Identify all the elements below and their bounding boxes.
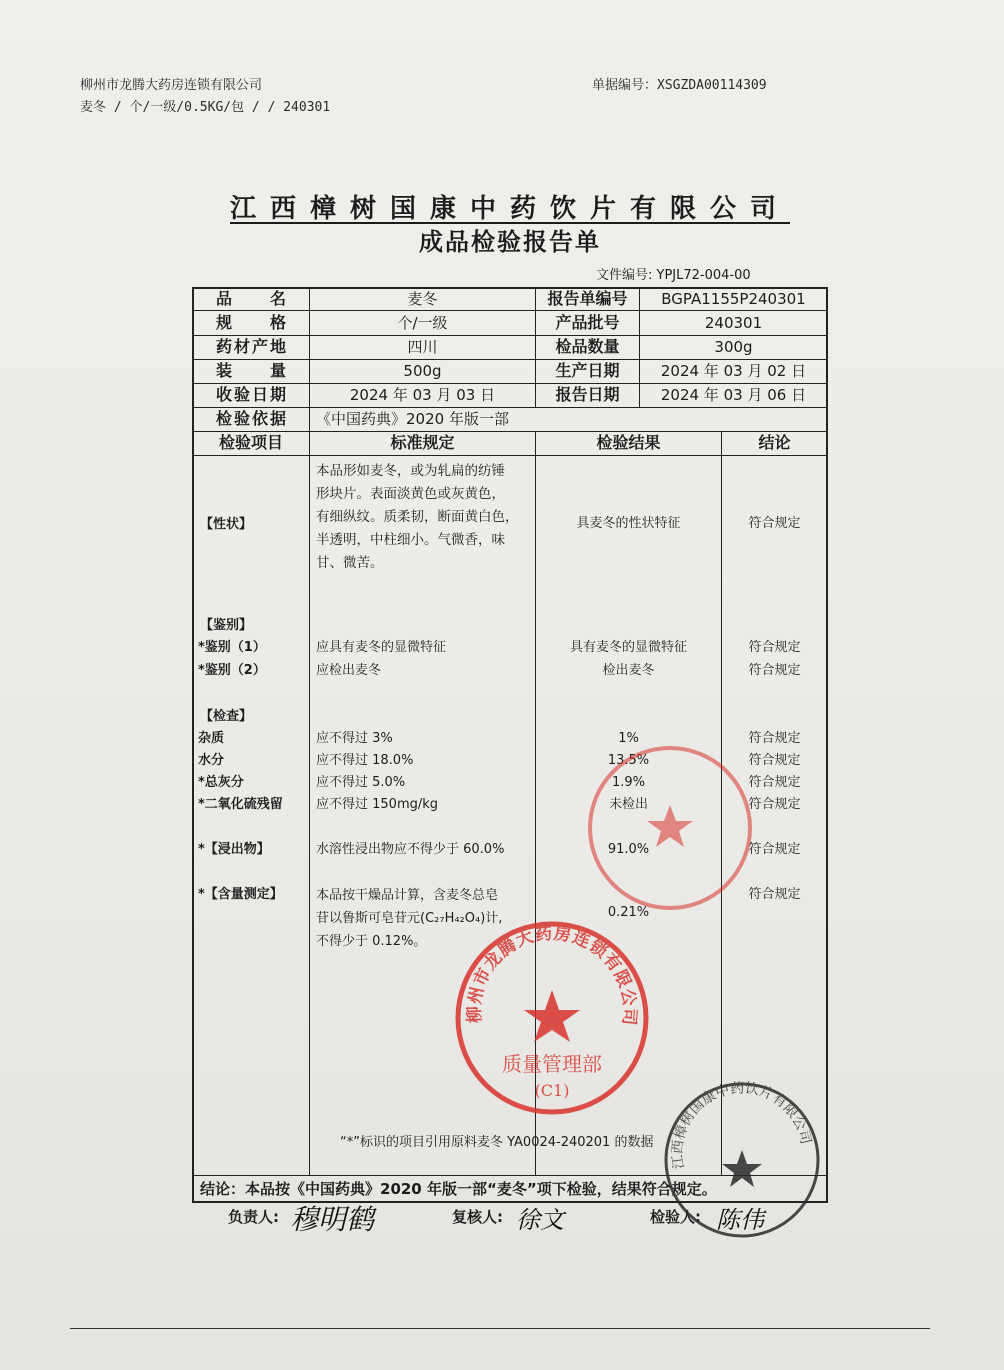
star-icon [722,1150,762,1187]
content-conclusion: 符合规定 [748,887,801,902]
check-standard: 应不得过 150mg/kg [316,797,439,812]
report-no-value: BGPA1155P240301 [661,290,806,308]
check-standard: 应不得过 3% [316,731,393,746]
check-item: 水分 [198,753,225,768]
row-line [192,310,828,311]
ident-item: *鉴别（2） [198,663,266,678]
issuer-title: 江西樟树国康中药饮片有限公司 [229,194,790,224]
basis-value: 《中国药典》2020 年版一部 [316,410,509,428]
ident-conclusion: 符合规定 [748,640,801,655]
seal-code: (C1) [534,1081,570,1100]
reviewer-signature: 徐文 [516,1206,564,1234]
company-header: 柳州市龙腾大药房连锁有限公司 [80,78,263,93]
check-item: *总灰分 [198,775,244,790]
traits-standard [316,460,531,575]
check-result: 1.9% [611,775,646,790]
spec-value: 个/一级 [397,314,448,332]
name-label: 品 名 [216,289,286,308]
star-icon [647,805,693,847]
responsible-label: 负责人: [228,1208,279,1226]
check-result: 1% [618,731,639,746]
extract-conclusion: 符合规定 [748,842,801,857]
bottom-rule [70,1328,930,1329]
report-title: 成品检验报告单 [419,228,601,256]
star-icon [524,990,580,1042]
extract-item: *【浸出物】 [198,842,270,857]
recv-date-label: 收验日期 [216,385,286,404]
content-result: 0.21% [607,905,650,920]
reviewer-label: 复核人: [452,1208,503,1226]
inspector-signature: 陈伟 [716,1206,764,1234]
ident-header: 【鉴别】 [200,618,253,633]
check-header: 【检查】 [200,709,253,724]
quality-dept-seal [452,918,652,1118]
recv-date-value: 2024 年 03 月 03 日 [349,386,496,404]
ident-result: 具有麦冬的显微特征 [569,640,687,655]
traits-standard-line: 甘、微苦。 [316,555,384,571]
ident-standard: 应检出麦冬 [316,663,382,678]
doc-number: XSGZDA00114309 [657,78,767,93]
check-standard: 应不得过 5.0% [316,775,406,790]
prod-date-value: 2024 年 03 月 02 日 [660,362,807,380]
faded-seal [585,743,755,913]
ident-standard: 应具有麦冬的显微特征 [316,640,447,655]
col-header-result: 检验结果 [596,433,661,452]
seal-dept: 质量管理部 [502,1052,602,1076]
traits-item: 【性状】 [200,517,253,532]
seal-text: 江西樟树国康中药饮片有限公司 [669,1080,814,1170]
issuer-seal [662,1080,822,1240]
content-standard-line: 不得少于 0.12%。 [316,934,427,949]
origin-label: 药材产地 [216,337,286,356]
report-date-label: 报告日期 [555,385,620,404]
origin-value: 四川 [407,338,438,356]
check-result: 未检出 [608,797,648,812]
check-conclusion: 符合规定 [748,797,801,812]
check-item: 杂质 [198,731,225,746]
qty-label: 检品数量 [555,337,620,356]
doc-number-label: 单据编号： [592,78,658,93]
batch-label: 产品批号 [555,313,620,332]
name-value: 麦冬 [407,290,438,308]
traits-standard-line: 有细纵纹。质柔韧，断面黄白色， [316,509,519,525]
seal-text: 柳州市龙腾大药房连锁有限公司 [464,923,640,1027]
report-date-value: 2024 年 03 月 06 日 [660,386,807,404]
row-line [192,455,828,456]
ident-result: 检出麦冬 [602,663,655,678]
content-standard-line: 本品按干燥品计算，含麦冬总皂 [316,888,499,903]
check-item: *二氧化硫残留 [198,797,283,812]
report-no-label: 报告单编号 [547,289,628,308]
check-result: 13.5% [607,753,650,768]
responsible-signature: 穆明鹤 [290,1203,375,1236]
traits-result: 具麦冬的性状特征 [576,516,681,531]
product-line: 麦冬 / 个/一级/0.5KG/包 / / 240301 [80,100,331,115]
extract-standard: 水溶性浸出物应不得少于 60.0% [316,842,505,857]
col-line [309,431,310,1175]
traits-standard-line: 半透明，中柱细小。气微香，味 [316,532,505,548]
spec-label: 规 格 [216,313,286,332]
traits-standard-line: 形块片。表面淡黄色或灰黄色， [316,486,505,502]
col-header-item: 检验项目 [218,433,283,452]
file-number: 文件编号: YPJL72-004-00 [596,268,751,283]
content-standard-line: 苷以鲁斯可皂苷元(C₂₇H₄₂O₄)计, [316,911,503,926]
col-header-standard: 标准规定 [390,433,455,452]
col-header-conclusion: 结论 [758,433,791,452]
batch-value: 240301 [704,314,763,332]
doc-number-line [592,74,767,93]
qty-value: 300g [714,338,753,356]
pack-label: 装 量 [216,361,286,380]
pack-value: 500g [403,362,442,380]
inspector-label: 检验人: [650,1208,701,1226]
ident-item: *鉴别（1） [198,640,266,655]
check-conclusion: 符合规定 [748,775,801,790]
check-conclusion: 符合规定 [748,731,801,746]
check-standard: 应不得过 18.0% [316,753,414,768]
check-conclusion: 符合规定 [748,753,801,768]
traits-standard-line: 本品形如麦冬，或为轧扁的纺锤 [316,463,505,479]
footnote: “*”标识的项目引用原料麦冬 YA0024-240201 的数据 [340,1135,654,1150]
extract-result: 91.0% [607,842,650,857]
conclusion-text: 结论：本品按《中国药典》2020 年版一部“麦冬”项下检验，结果符合规定。 [200,1180,717,1198]
traits-conclusion: 符合规定 [748,516,801,531]
basis-label: 检验依据 [216,409,286,428]
ident-conclusion: 符合规定 [748,663,801,678]
prod-date-label: 生产日期 [555,361,620,380]
content-item: *【含量测定】 [198,887,283,902]
